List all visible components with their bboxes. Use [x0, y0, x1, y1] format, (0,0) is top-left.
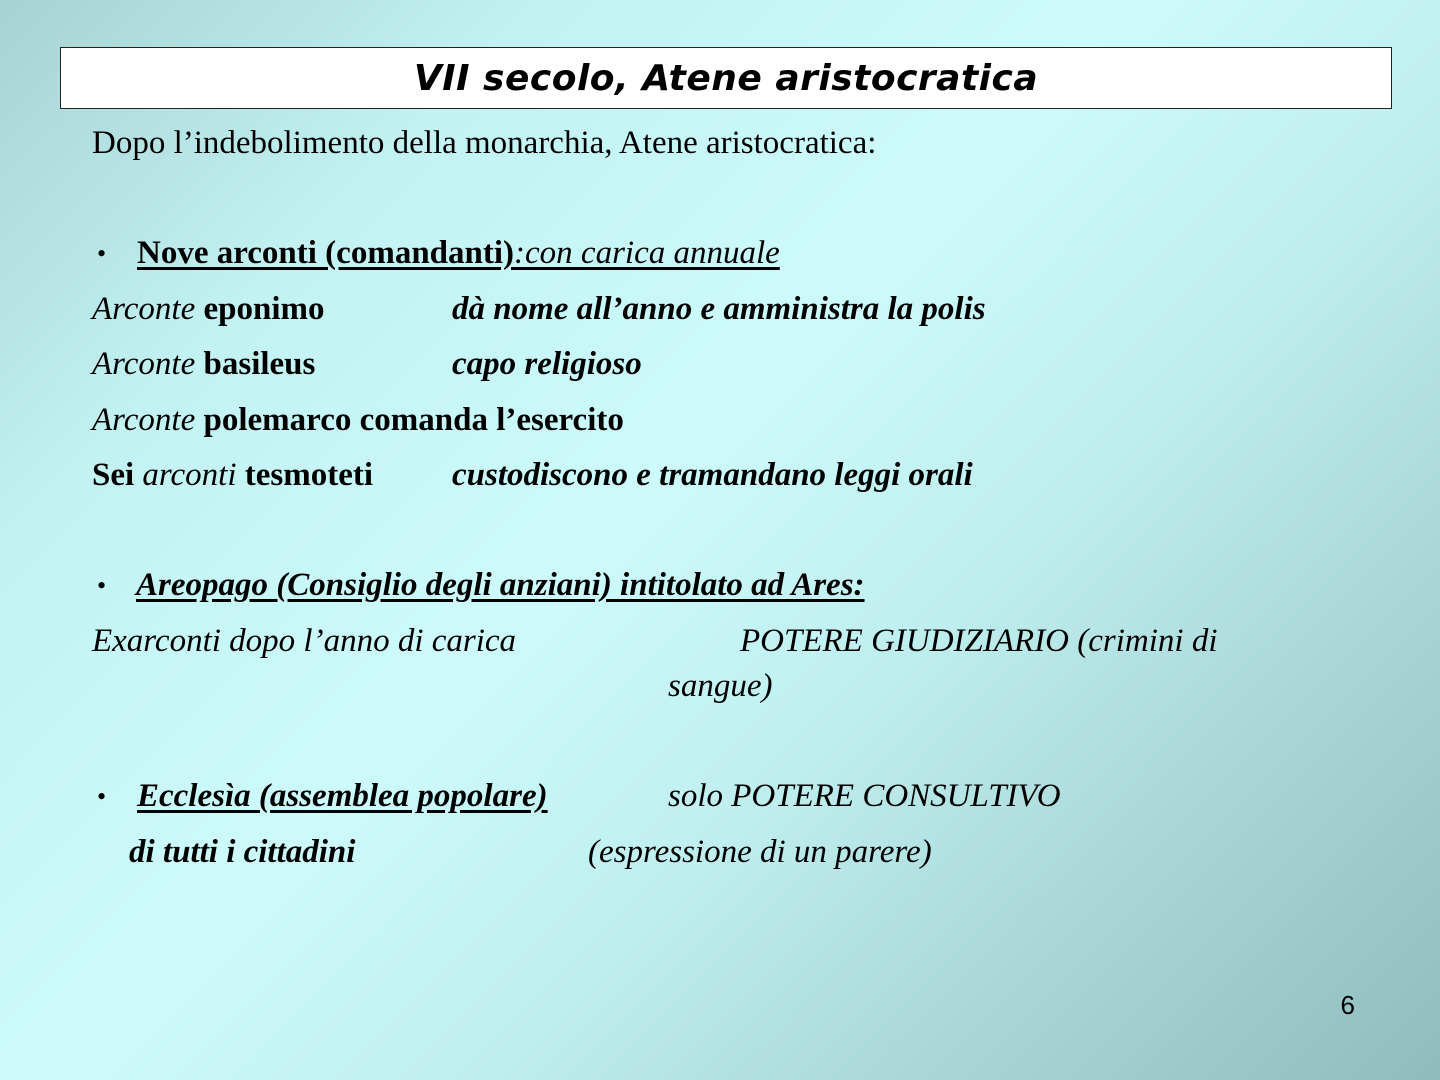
areopago-right-line2: sangue)	[668, 668, 773, 704]
arconti-heading-suffix: :con carica annuale	[514, 235, 780, 271]
bullet-marker: •	[97, 571, 107, 600]
arconte-row-label	[92, 455, 373, 495]
arconte-name: tesmoteti	[244, 457, 374, 493]
slide-title: VII secolo, Atene aristocratica	[413, 57, 1039, 99]
intro-text: Dopo l’indebolimento della monarchia, Atene aristocratica:	[92, 125, 877, 161]
title-box	[60, 47, 1392, 109]
arconte-row-desc: capo religioso	[452, 346, 642, 382]
arconte-name: polemarco comanda l’esercito	[203, 402, 624, 438]
ecclesia-right-line1: solo POTERE CONSULTIVO	[668, 778, 1061, 814]
arconte-row-label	[92, 344, 315, 384]
arconte-row-label	[92, 400, 624, 440]
arconte-prefix: Arconte	[92, 291, 204, 327]
arconti-heading	[137, 233, 780, 273]
areopago-left: Exarconti dopo l’anno di carica	[92, 623, 517, 659]
arconte-prefix: Arconte	[92, 346, 204, 382]
arconte-prefix: Arconte	[92, 402, 204, 438]
arconte-row-desc: custodiscono e tramandano leggi orali	[452, 457, 973, 493]
bullet-marker: •	[97, 239, 107, 268]
page-number: 6	[1340, 990, 1355, 1020]
ecclesia-left-line2: di tutti i cittadini	[129, 834, 356, 870]
arconte-row-desc: dà nome all’anno e amministra la polis	[452, 291, 986, 327]
areopago-heading: Areopago (Consiglio degli anziani) intitolato ad Ares:	[136, 567, 865, 603]
arconte-count: Sei	[92, 457, 135, 493]
arconte-row-label	[92, 289, 325, 329]
areopago-right-line1: POTERE GIUDIZIARIO (crimini di	[740, 623, 1218, 659]
arconte-name: basileus	[203, 346, 316, 382]
bullet-marker: •	[97, 782, 107, 811]
arconte-name: eponimo	[203, 291, 325, 327]
arconti-heading-label: Nove arconti (comandanti)	[137, 235, 515, 271]
arconte-prefix: arconti	[134, 457, 245, 493]
ecclesia-right-line2: (espressione di un parere)	[588, 834, 932, 870]
ecclesia-heading: Ecclesìa (assemblea popolare)	[137, 778, 548, 814]
